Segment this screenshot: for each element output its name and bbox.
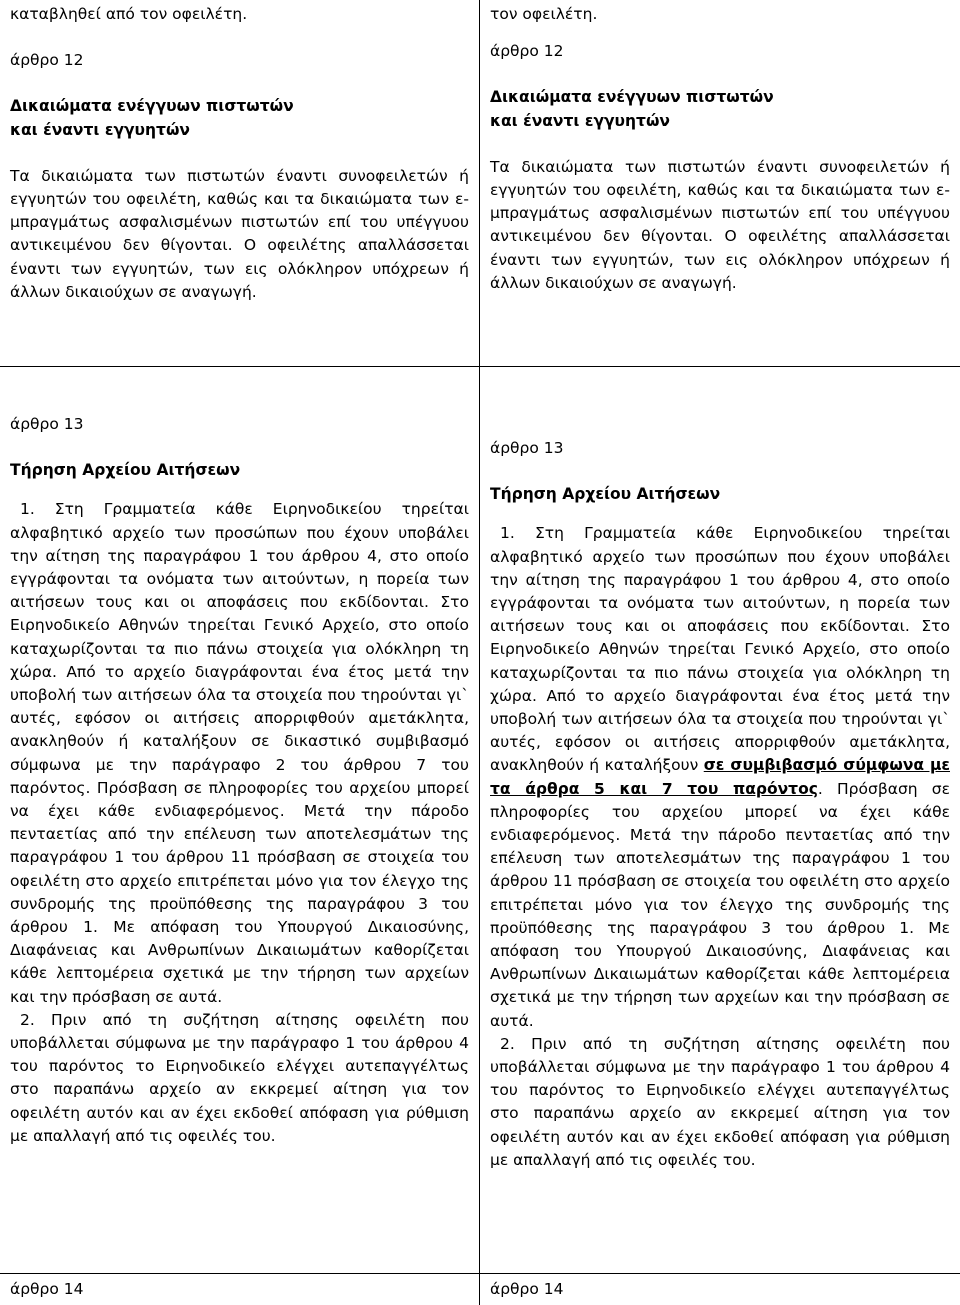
left-cell-article12 (0, 3, 479, 304)
right-cell-article14 (480, 1278, 960, 1301)
article-title: Δικαιώματα ενέγγυων πιστωτών και έναντι εγγυητών (490, 88, 774, 130)
article-label: άρθρο 13 (490, 439, 564, 457)
amended-text: σε συμβιβασμό σύμφωνα με τα άρθρα 5 και 7 του παρόντος (490, 756, 950, 798)
article-title: Τήρηση Αρχείου Αιτήσεων (490, 485, 721, 504)
prev-text-tail: καταβληθεί από τον οφειλέτη. (10, 5, 248, 23)
article-label: άρθρο 13 (10, 415, 84, 433)
right-cell-article12 (480, 3, 960, 295)
article-label: άρθρο 14 (490, 1280, 564, 1298)
article-label: άρθρο 12 (10, 51, 84, 70)
paragraph-1: 1. Στη Γραμματεία κάθε Ειρηνοδικείου τηρείται αλφαβητικό αρχείο των προσώπων που έχουν υποβάλει την αίτηση της παραγράφου 1 του άρθρου 4, στο οποίο εγγράφονται τα ονόματα των αιτούντων, η πορεία των αιτήσεων τους και οι αποφάσεις που εκδίδονται. Στο Ειρηνοδικείο Αθηνών τηρείται Γενικό Αρχείο, στο οποίο καταχωρίζονται τα πιο πάνω στοιχεία για ολόκληρη τη χώρα. Από το αρχείο διαγράφονται ένα έτος μετά την υποβολή των αιτήσεων όλα τα στοιχεία που τηρούνται γι` αυτές, εφόσον οι αιτήσεις απορριφθούν αμετάκλητα, ανακληθούν ή καταλήξουν σε δικαστικό συμβιβασμό σύμφωνα με την παράγραφο 2 του άρθρου 7 του παρόντος. Πρόσβαση σε πληροφορίες του αρχείου μπορεί να έχει κάθε ενδιαφερόμενος. Μετά την πάροδο πενταετίας από την επέλευση των αποτελεσμάτων της παραγράφου 1 του άρθρου 11 πρόσβαση σε στοιχεία του οφειλέτη στο αρχείο επιτρέπεται μόνο για τον έλεγχο της συνδρομής της προϋπόθεσης της παραγράφου 3 του άρθρου 1. Με απόφαση του Υπουργού Δικαιοσύνης, Διαφάνειας και Ανθρωπίνων Δικαιωμάτων καθορίζεται κάθε λεπτομέρεια σχετικά με την τήρηση των αρχείων και την πρόσβαση σε αυτά. (10, 500, 469, 1006)
article-body: Τα δικαιώματα των πιστωτών έναντι συνοφειλετών ή εγγυητών του οφειλέτη, καθώς και τα δικαιώματα των ε-μπραγμάτως ασφαλισμένων πιστωτών επί του υπέγγυου αντικειμένου δεν θίγονται. Ο οφειλέτης απαλλάσσεται έναντι των εγγυητών, των εις ολόκληρον υπόχρεων ή άλλων δικαιούχων σε αναγωγή. (10, 166, 469, 301)
article-label: άρθρο 12 (490, 42, 564, 61)
paragraph-1: 1. Στη Γραμματεία κάθε Ειρηνοδικείου τηρείται αλφαβητικό αρχείο των προσώπων που έχουν υποβάλει την αίτηση της παραγράφου 1 του άρθρου 4, στο οποίο εγγράφονται τα ονόματα των αιτούντων, η πορεία των αιτήσεων τους και οι αποφάσεις που εκδίδονται. Στο Ειρηνοδικείο Αθηνών τηρείται Γενικό Αρχείο, στο οποίο καταχωρίζονται τα πιο πάνω στοιχεία για ολόκληρη τη χώρα. Από το αρχείο διαγράφονται ένα έτος μετά την υποβολή των αιτήσεων όλα τα στοιχεία που τηρούνται γι` αυτές, εφόσον οι αιτήσεις απορριφθούν αμετάκλητα, ανακληθούν ή καταλήξουν σε συμβιβασμό σύμφωνα με τα άρθρα 5 και 7 του παρόντος. Πρόσβαση σε πληροφορίες του αρχείου μπορεί να έχει κάθε ενδιαφερόμενος. Μετά την πάροδο πενταετίας από την επέλευση των αποτελεσμάτων της παραγράφου 1 του άρθρου 11 πρόσβαση σε στοιχεία του οφειλέτη στο αρχείο επιτρέπεται μόνο για τον έλεγχο της συνδρομής της προϋπόθεσης της παραγράφου 3 του άρθρου 1. Με απόφαση του Υπουργού Δικαιοσύνης, Διαφάνειας και Ανθρωπίνων Δικαιωμάτων καθορίζεται κάθε λεπτομέρεια σχετικά με την τήρηση των αρχείων και την πρόσβαση σε αυτά. (490, 524, 950, 1030)
left-cell-article14 (0, 1278, 479, 1301)
prev-text-tail: τον οφειλέτη. (490, 5, 598, 23)
article-body: Τα δικαιώματα των πιστωτών έναντι συνοφειλετών ή εγγυητών του οφειλέτη, καθώς και τα δικαιώματα των ε-μπραγμάτως ασφαλισμένων πιστωτών επί του υπέγγυου αντικειμένου δεν θίγονται. Ο οφειλέτης απαλλάσσεται έναντι των εγγυητών, των εις ολόκληρον υπόχρεων ή άλλων δικαιούχων σε αναγωγή. (490, 157, 950, 292)
article-title: Δικαιώματα ενέγγυων πιστωτών και έναντι εγγυητών (10, 97, 294, 139)
paragraph-2: 2. Πριν από τη συζήτηση αίτησης οφειλέτη που υποβάλλεται σύμφωνα με την παράγραφο 1 του άρθρου 4 του παρόντος το Ειρηνοδικείο ελέγχει αυτεπαγγέλτως στο παραπάνω αρχείο αν εκκρεμεί αίτηση για τον οφειλέτη αυτόν και αν έχει εκδοθεί απόφαση για ρύθμιση με απαλλαγή από τις οφειλές του. (10, 1010, 469, 1145)
paragraph-2: 2. Πριν από τη συζήτηση αίτησης οφειλέτη που υποβάλλεται σύμφωνα με την παράγραφο 1 του άρθρου 4 του παρόντος το Ειρηνοδικείο ελέγχει αυτεπαγγέλτως στο παραπάνω αρχείο αν εκκρεμεί αίτηση για τον οφειλέτη αυτόν και αν έχει εκδοθεί απόφαση για ρύθμιση με απαλλαγή από τις οφειλές του. (490, 1034, 950, 1169)
right-cell-article13 (480, 437, 960, 1172)
left-cell-article13 (0, 413, 479, 1148)
row-divider (0, 366, 960, 367)
article-title: Τήρηση Αρχείου Αιτήσεων (10, 461, 241, 480)
article-label: άρθρο 14 (10, 1280, 84, 1298)
row-divider (0, 1273, 960, 1274)
